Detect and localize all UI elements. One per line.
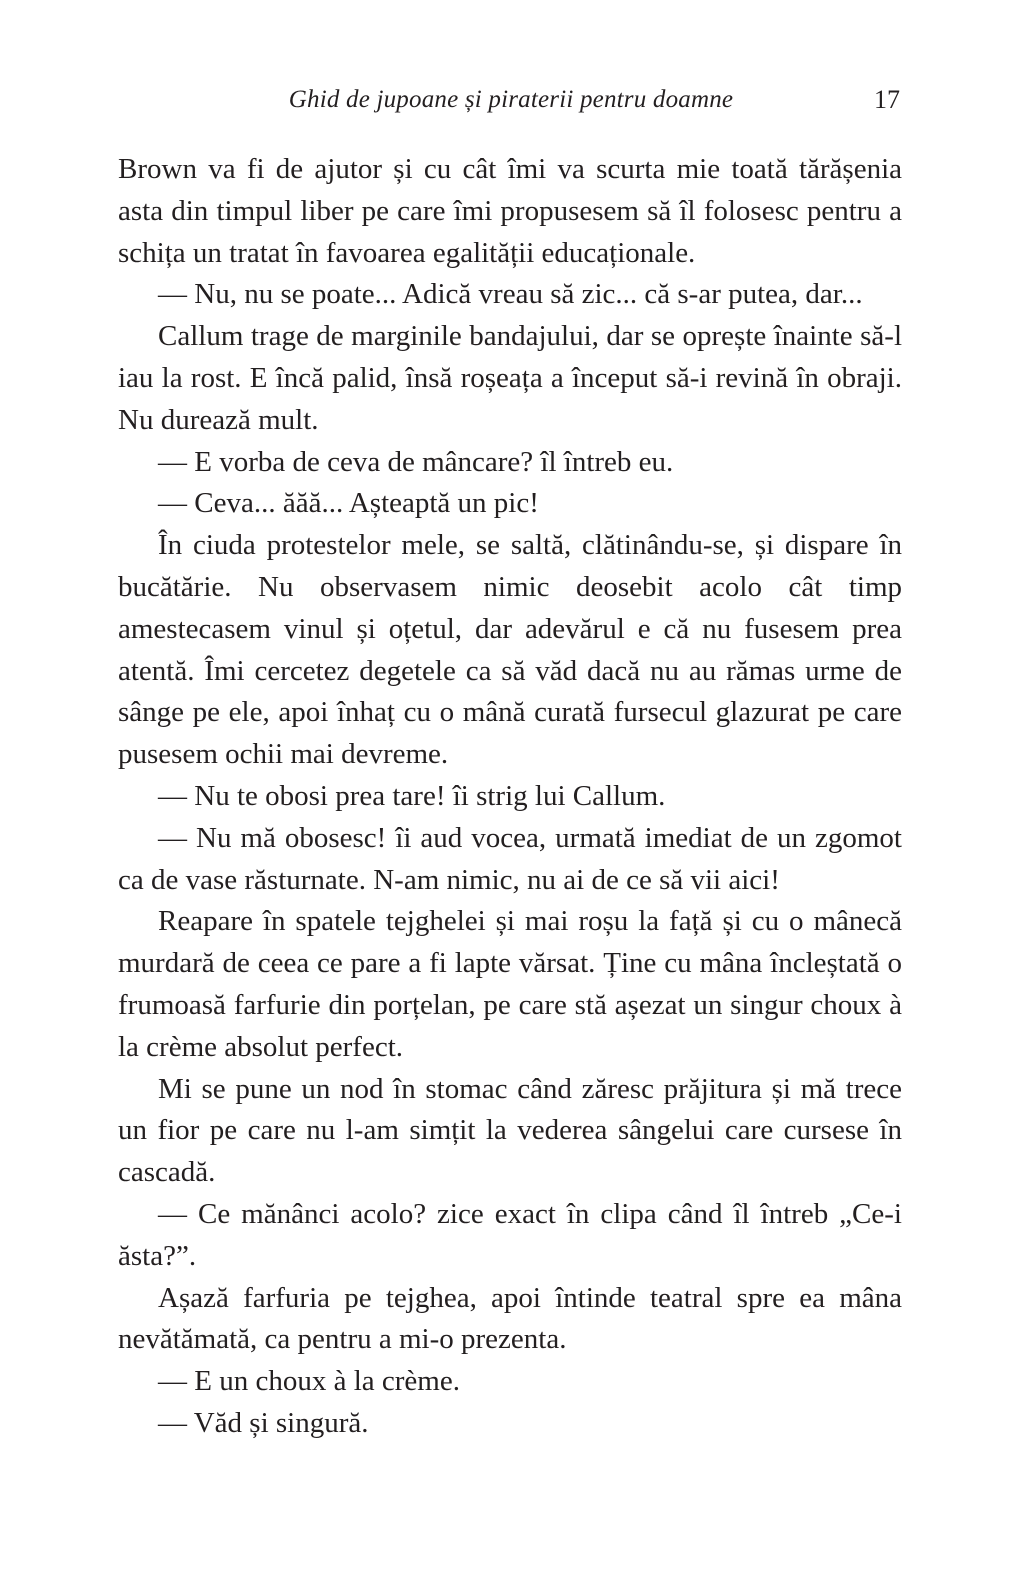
paragraph: Mi se pune un nod în stomac când zăresc prăjitura și mă trece un fior pe care nu l-am simțit la vederea sângelui care cursese în cascadă. bbox=[118, 1072, 902, 1189]
paragraph: Așază farfuria pe tejghea, apoi întinde teatral spre ea mâna nevătămată, ca pentru a mi-o prezenta. bbox=[118, 1281, 902, 1356]
dialogue-line: — Nu te obosi prea tare! îi strig lui Callum. bbox=[158, 779, 666, 812]
running-title: Ghid de jupoane și piraterii pentru doamne bbox=[288, 86, 734, 113]
dialogue-line: — Ce mănânci acolo? zice exact în clipa când îl întreb „Ce-i ăsta?”. bbox=[118, 1197, 902, 1272]
paragraph: Reapare în spatele tejghelei și mai roșu la față și cu o mânecă murdară de ceea ce pare a fi lapte vărsat. Ține cu mâna încleștată o frumoasă farfurie din porțelan, pe care stă așezat un singur choux à la crème absolut perfect. bbox=[118, 905, 902, 1063]
dialogue-line: — Văd și singură. bbox=[158, 1406, 369, 1439]
dialogue-line: — Nu, nu se poate... Adică vreau să zic... că s-ar putea, dar... bbox=[158, 278, 863, 311]
dialogue-line: — Ceva... ăăă... Așteaptă un pic! bbox=[158, 487, 539, 520]
page-number: 17 bbox=[874, 85, 900, 114]
dialogue-line: — Nu mă obosesc! îi aud vocea, urmată imediat de un zgomot ca de vase răsturnate. N-am nimic, nu ai de ce să vii aici! bbox=[118, 821, 902, 896]
dialogue-line: — E un choux à la crème. bbox=[158, 1365, 460, 1398]
dialogue-line: — E vorba de ceva de mâncare? îl întreb eu. bbox=[158, 445, 674, 478]
paragraph: În ciuda protestelor mele, se saltă, clătinându-se, și dispare în bucătărie. Nu observasem nimic deosebit acolo cât timp amestecasem vinul și oțetul, dar adevărul e că nu fusesem prea atentă. Îmi cercetez degetele ca să văd dacă nu au rămas urme de sânge pe ele, apoi înhaț cu o mână curată fursecul glazurat pe care pusesem ochii mai devreme. bbox=[118, 529, 902, 771]
running-head bbox=[118, 82, 904, 122]
paragraph: Brown va fi de ajutor și cu cât îmi va scurta mie toată tărășenia asta din timpul liber pe care îmi propusesem să îl folosesc pentru a schița un tratat în favoarea egalității educaționale. bbox=[118, 153, 902, 269]
body-text bbox=[118, 149, 902, 1445]
paragraph: Callum trage de marginile bandajului, dar se oprește înainte să-l iau la rost. E încă palid, însă roșeața a început să-i revină în obraji. Nu durează mult. bbox=[118, 320, 902, 436]
